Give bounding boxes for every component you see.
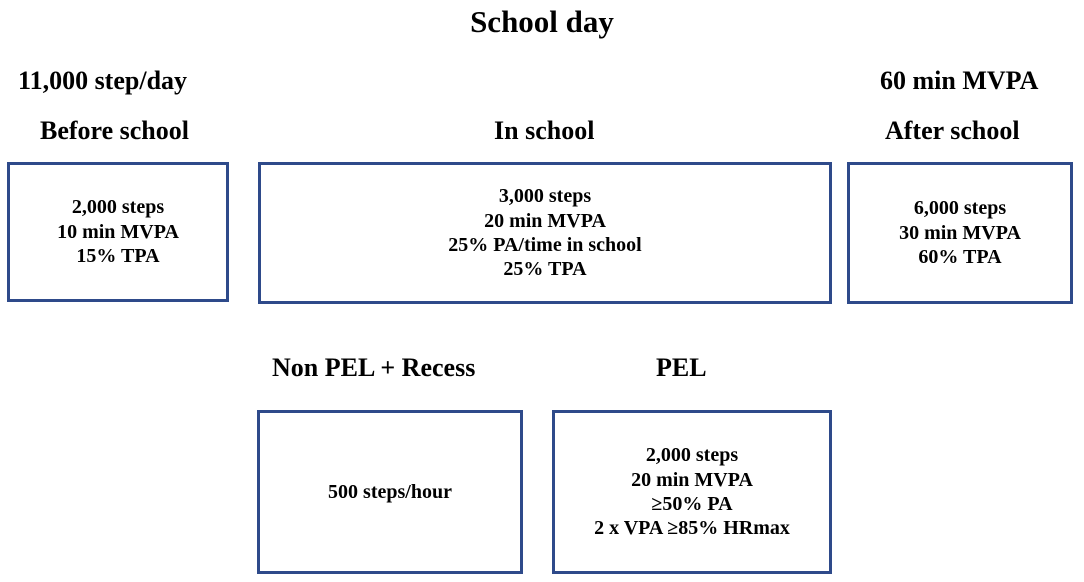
before-school-steps: 2,000 steps [71, 196, 165, 219]
daily-mvpa-label: 60 min MVPA [880, 66, 1039, 95]
after-school-mvpa: 30 min MVPA [899, 221, 1021, 244]
in-school-heading: In school [494, 116, 595, 145]
non-pel-steps-per-hour: 500 steps/hour [328, 480, 452, 503]
in-school-box [258, 162, 832, 304]
non-pel-recess-heading: Non PEL + Recess [272, 353, 476, 382]
diagram-title: School day [470, 4, 614, 39]
in-school-pa-time: 25% PA/time in school [448, 234, 642, 256]
pel-steps: 2,000 steps [645, 444, 739, 467]
after-school-steps: 6,000 steps [913, 197, 1007, 220]
pel-pa: ≥50% PA [651, 493, 733, 515]
before-school-box [7, 162, 229, 302]
after-school-heading: After school [885, 116, 1020, 145]
in-school-steps: 3,000 steps [498, 185, 592, 208]
in-school-tpa: 25% TPA [503, 258, 587, 281]
after-school-tpa: 60% TPA [918, 246, 1002, 269]
pel-vpa-hrmax: 2 x VPA ≥85% HRmax [594, 517, 790, 540]
daily-steps-label: 11,000 step/day [18, 66, 188, 95]
in-school-mvpa: 20 min MVPA [484, 209, 606, 232]
before-school-tpa: 15% TPA [76, 245, 160, 268]
before-school-heading: Before school [40, 116, 189, 145]
pel-mvpa: 20 min MVPA [631, 468, 753, 491]
pel-heading: PEL [656, 353, 707, 382]
pel-box [552, 410, 832, 574]
before-school-mvpa: 10 min MVPA [57, 220, 179, 243]
after-school-box [847, 162, 1073, 304]
non-pel-recess-box [257, 410, 523, 574]
